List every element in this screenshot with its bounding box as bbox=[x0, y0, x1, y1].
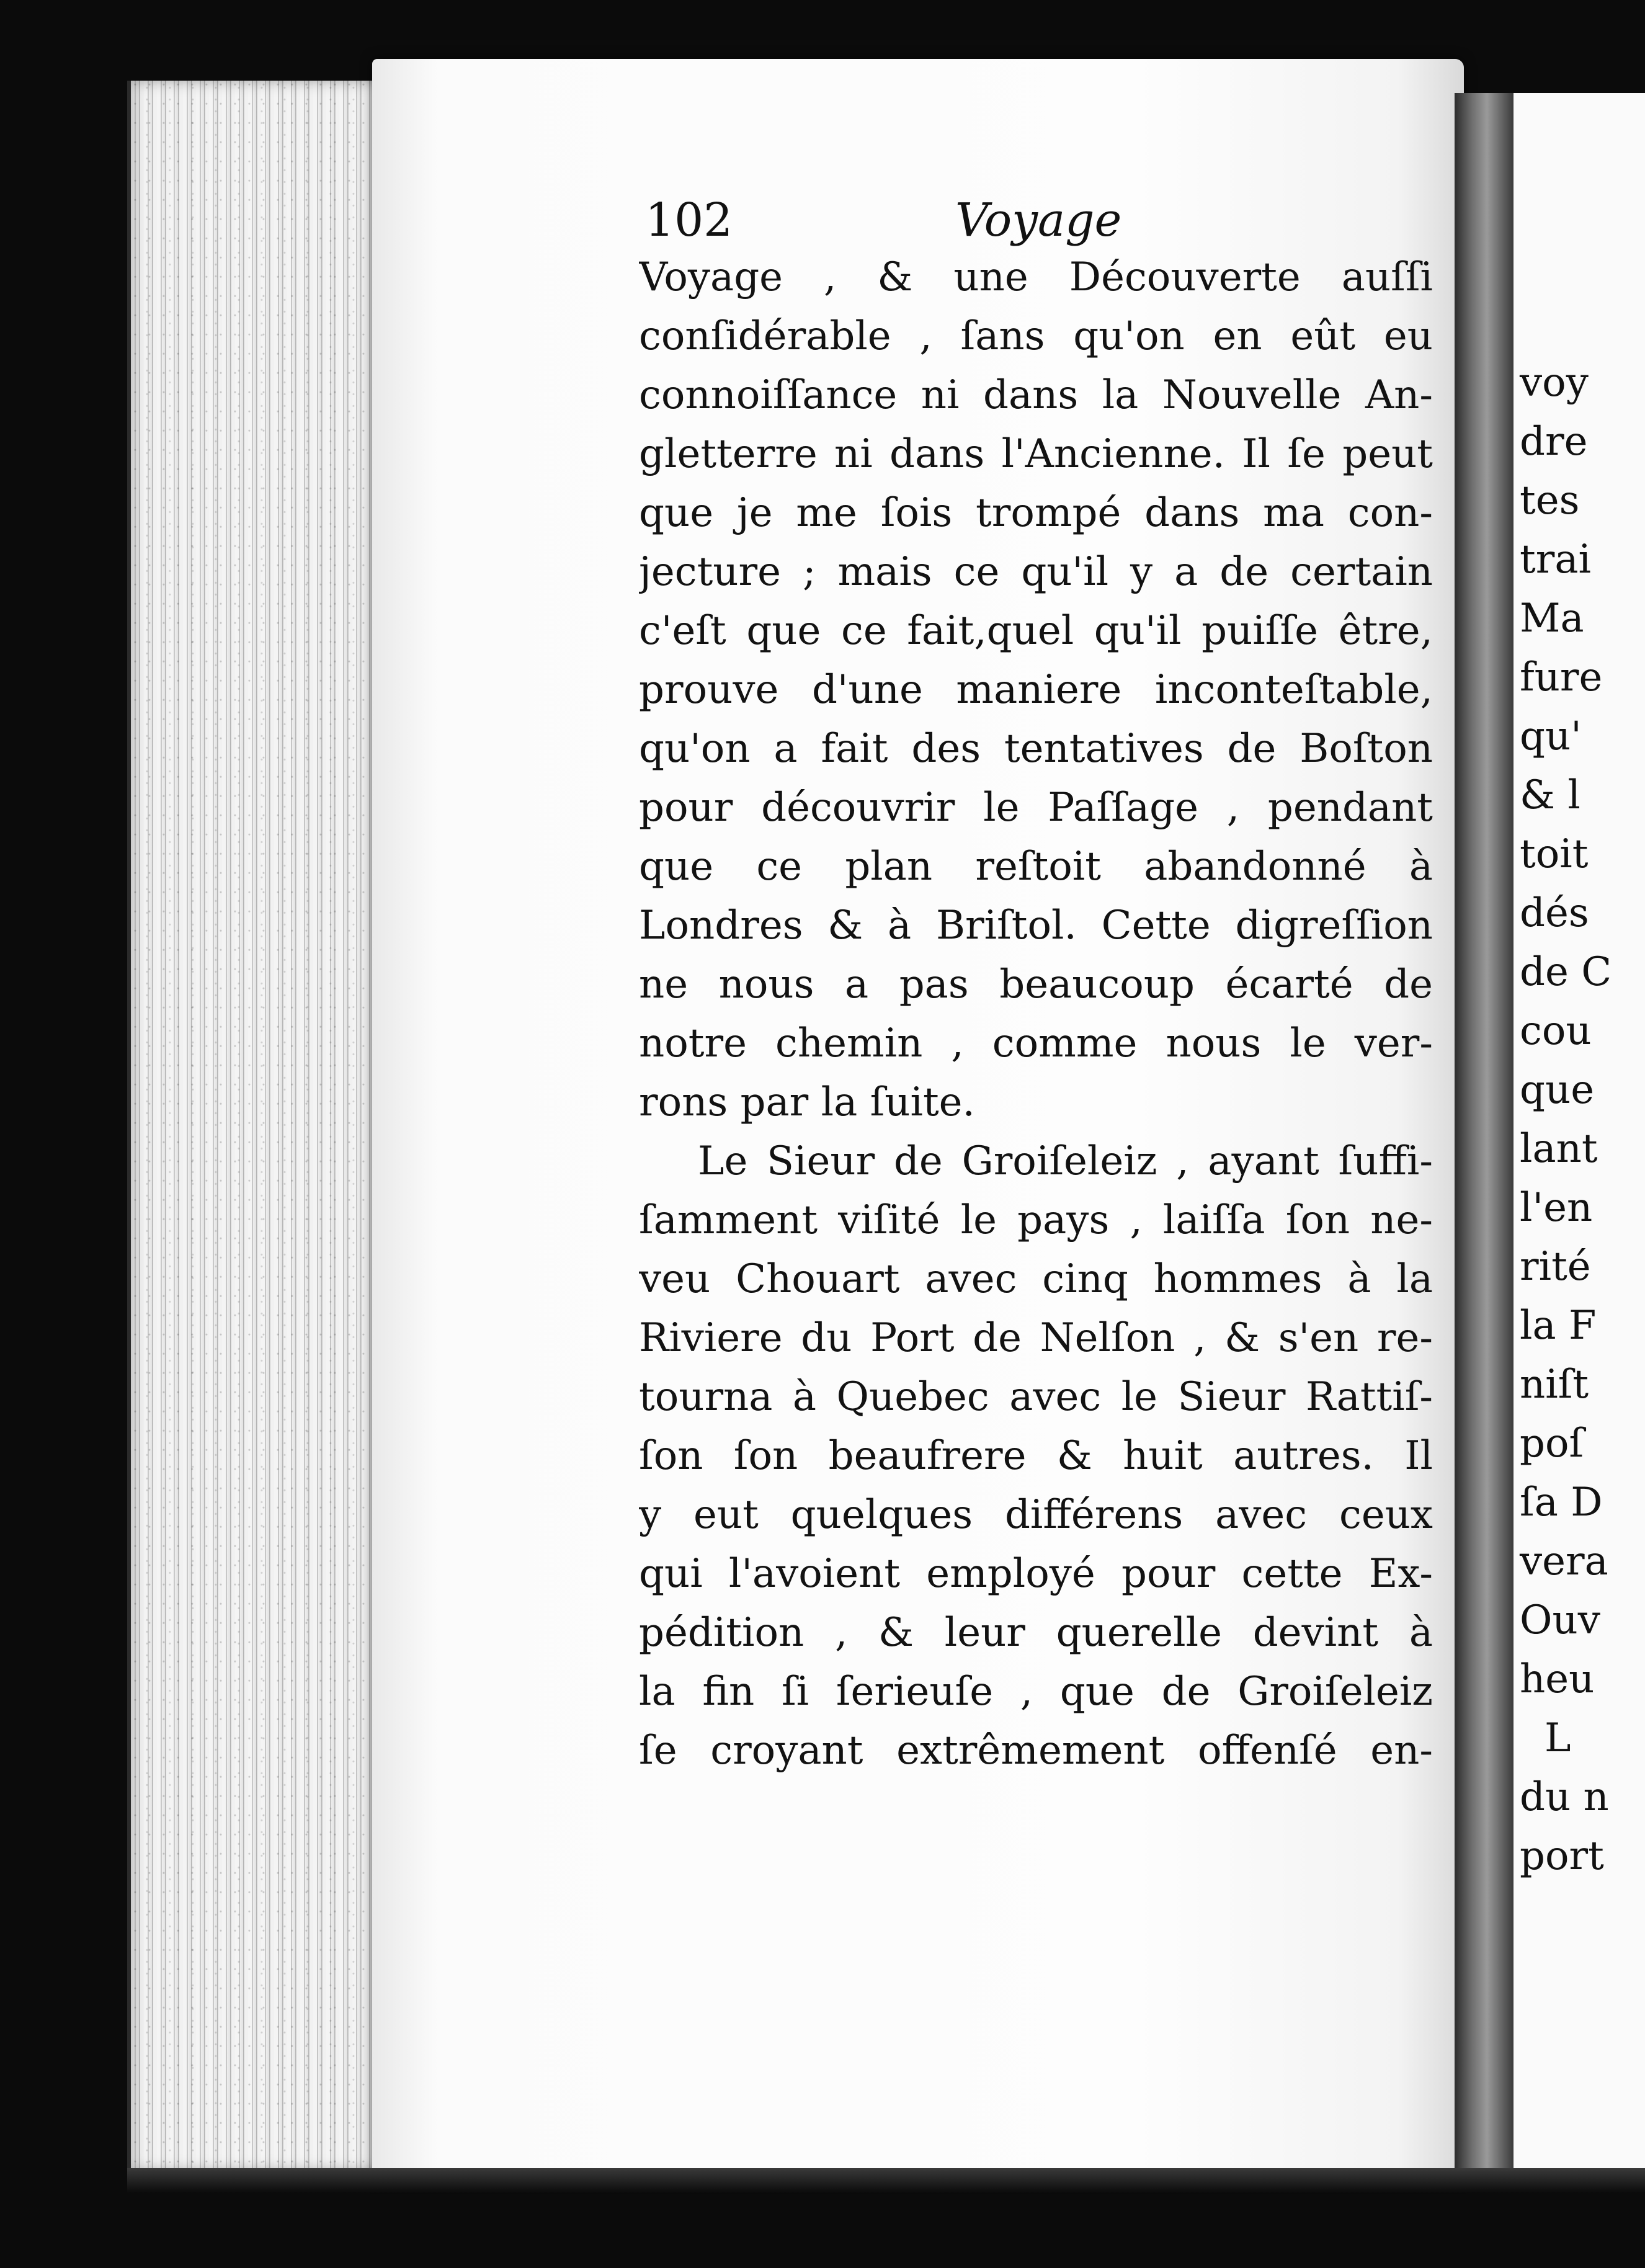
facing-text-line: fure bbox=[1520, 654, 1603, 700]
text-line: qui l'avoient employé pour cette Ex- bbox=[639, 1551, 1433, 1597]
text-line: qu'on a fait des tentatives de Boſton bbox=[639, 726, 1433, 772]
page-bottom-shadow bbox=[127, 2168, 1645, 2193]
text-line: veu Chouart avec cinq hommes à la bbox=[639, 1256, 1433, 1302]
text-line: ſamment viſité le pays , laiſſa ſon ne- bbox=[639, 1197, 1433, 1243]
facing-text-line: que bbox=[1520, 1067, 1595, 1113]
text-line: ne nous a pas beaucoup écarté de bbox=[639, 962, 1433, 1007]
facing-text-line: Ma bbox=[1520, 596, 1584, 641]
recto-page bbox=[1513, 93, 1645, 2177]
text-line: la fin ſi ſerieuſe , que de Groiſeleiz bbox=[639, 1669, 1433, 1715]
facing-text-line: toit bbox=[1520, 831, 1589, 877]
text-line: conſidérable , ſans qu'on en eût eu bbox=[639, 313, 1433, 359]
running-title: Voyage bbox=[955, 194, 1122, 247]
text-line: pédition , & leur querelle devint à bbox=[639, 1610, 1433, 1656]
facing-text-line: ſa D bbox=[1520, 1480, 1603, 1525]
facing-text-line: tes bbox=[1520, 478, 1580, 524]
facing-text-line: rité bbox=[1520, 1244, 1591, 1290]
facing-text-line: L bbox=[1545, 1715, 1571, 1761]
text-line: prouve d'une maniere inconteſtable, bbox=[639, 667, 1433, 713]
facing-text-line: trai bbox=[1520, 537, 1591, 583]
facing-text-line: heu bbox=[1520, 1656, 1595, 1702]
text-line: gletterre ni dans l'Ancienne. Il ſe peut bbox=[639, 431, 1433, 477]
book-gutter bbox=[1455, 93, 1513, 2171]
text-line: Le Sieur de Groiſeleiz , ayant ſuffi- bbox=[698, 1138, 1433, 1184]
facing-text-line: lant bbox=[1520, 1126, 1598, 1172]
text-line: notre chemin , comme nous le ver- bbox=[639, 1020, 1433, 1066]
facing-text-line: la F bbox=[1520, 1303, 1597, 1349]
facing-text-line: voy bbox=[1520, 360, 1589, 406]
page-number: 102 bbox=[645, 194, 733, 247]
text-line: ſon ſon beaufrere & huit autres. Il bbox=[639, 1433, 1433, 1479]
text-line: c'eſt que ce fait,quel qu'il puiſſe être, bbox=[639, 608, 1433, 654]
facing-text-line: port bbox=[1520, 1833, 1604, 1879]
text-line: y eut quelques différens avec ceux bbox=[639, 1492, 1433, 1538]
text-line: Londres & à Briſtol. Cette digreſſion bbox=[639, 903, 1433, 949]
text-line: que ce plan reſtoit abandonné à bbox=[639, 844, 1433, 890]
facing-text-line: Ouv bbox=[1520, 1597, 1600, 1643]
facing-text-line: poſ bbox=[1520, 1421, 1584, 1467]
text-line: ſe croyant extrêmement offenſé en- bbox=[639, 1728, 1433, 1774]
text-line: rons par la ſuite. bbox=[639, 1079, 975, 1125]
text-line: connoiſſance ni dans la Nouvelle An- bbox=[639, 372, 1433, 418]
body-text bbox=[639, 248, 1433, 1780]
text-line: jecture ; mais ce qu'il y a de certain bbox=[639, 549, 1433, 595]
facing-text-line: du n bbox=[1520, 1774, 1609, 1820]
facing-text-line: dre bbox=[1520, 419, 1588, 465]
running-head bbox=[645, 186, 1439, 254]
page-block-edge bbox=[127, 81, 410, 2171]
text-line: Riviere du Port de Nelſon , & s'en re- bbox=[639, 1315, 1433, 1361]
text-line: tourna à Quebec avec le Sieur Rattiſ- bbox=[639, 1374, 1433, 1420]
facing-text-line: vera bbox=[1520, 1538, 1608, 1584]
text-line: pour découvrir le Paſſage , pendant bbox=[639, 785, 1433, 831]
text-line: Voyage , & une Découverte auſſi bbox=[639, 254, 1433, 300]
facing-text-line: l'en bbox=[1520, 1185, 1593, 1231]
facing-text-line: de C bbox=[1520, 949, 1612, 995]
facing-page-text bbox=[1520, 354, 1612, 1886]
facing-text-line: niſt bbox=[1520, 1362, 1589, 1408]
text-line: que je me ſois trompé dans ma con- bbox=[639, 490, 1433, 536]
facing-text-line: & l bbox=[1520, 772, 1580, 818]
facing-text-line: dés bbox=[1520, 890, 1589, 936]
facing-text-line: qu' bbox=[1520, 713, 1582, 759]
facing-text-line: cou bbox=[1520, 1008, 1592, 1054]
